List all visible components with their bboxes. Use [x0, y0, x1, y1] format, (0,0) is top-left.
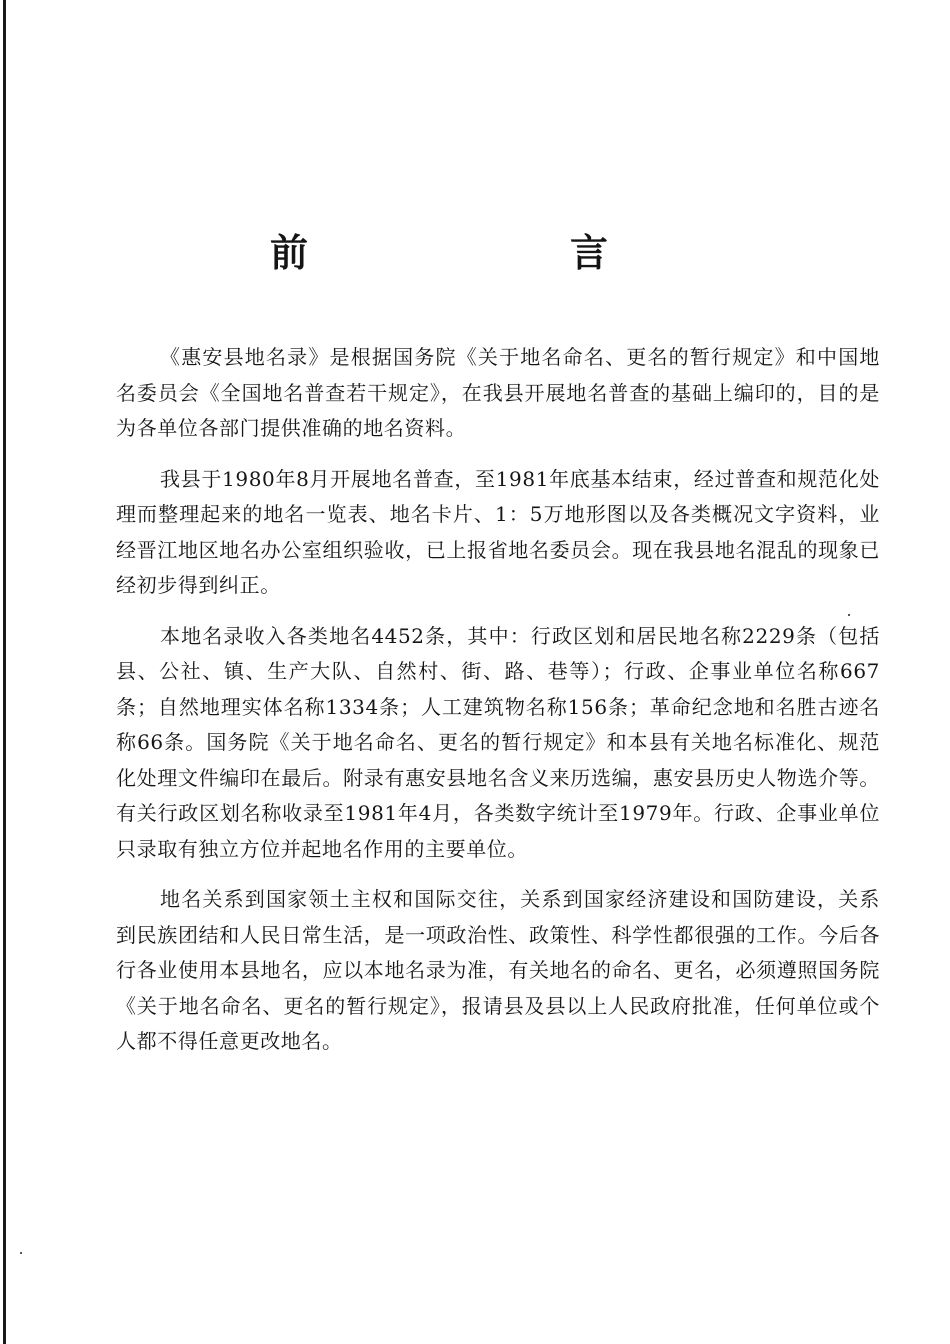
page-edge-line — [3, 0, 6, 1344]
paragraph: 本地名录收入各类地名4452条，其中：行政区划和居民地名称2229条（包括县、公社、镇、生产大队、自然村、街、路、巷等）；行政、企事业单位名称667条；自然地理实体名称1334条；人工建筑物名称156条；革命纪念地和名胜古迹名称66条。国务院《关于地名命名、更名的暂行规定》和本县有关地名标准化、规范化处理文件编印在最后。附录有惠安县地名含义来历选编，惠安县历史人物选介等。有关行政区划名称收录至1981年4月，各类数字统计至1979年。行政、企事业单位只录取有独立方位并起地名作用的主要单位。 — [116, 623, 880, 861]
body-text — [116, 340, 880, 1075]
paragraph: 我县于1980年8月开展地名普查，至1981年底基本结束，经过普查和规范化处理而整理起来的地名一览表、地名卡片、1：5万地形图以及各类概况文字资料，业经晋江地区地名办公室组织验收，已上报省地名委员会。现在我县地名混乱的现象已经初步得到纠正。 — [116, 466, 880, 597]
scan-speck — [848, 614, 850, 616]
paragraph: 《惠安县地名录》是根据国务院《关于地名命名、更名的暂行规定》和中国地名委员会《全国地名普查若干规定》，在我县开展地名普查的基础上编印的，目的是为各单位各部门提供准确的地名资料。 — [116, 345, 880, 440]
scan-speck — [20, 1252, 22, 1254]
page-title: 前 言 — [269, 230, 720, 275]
paragraph: 地名关系到国家领土主权和国际交往，关系到国家经济建设和国防建设，关系到民族团结和人民日常生活，是一项政治性、政策性、科学性都很强的工作。今后各行各业使用本县地名，应以本地名录为准，有关地名的命名、更名，必须遵照国务院《关于地名命名、更名的暂行规定》，报请县及县以上人民政府批准，任何单位或个人都不得任意更改地名。 — [116, 887, 880, 1053]
